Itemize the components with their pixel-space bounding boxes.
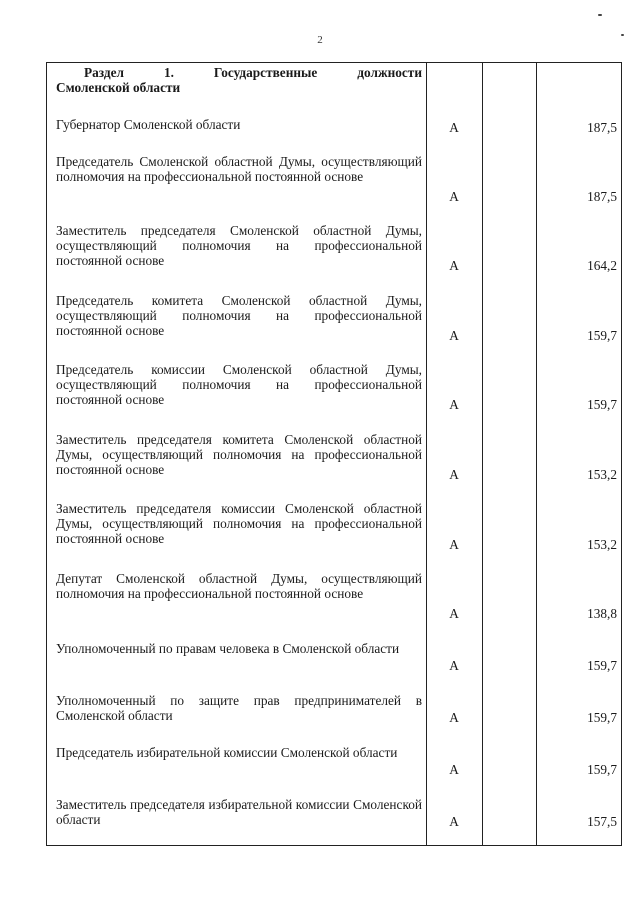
position-code: А bbox=[449, 258, 459, 273]
position-value: 153,2 bbox=[587, 537, 617, 552]
position-code: А bbox=[449, 120, 459, 135]
section-title-line2: Смоленской области bbox=[56, 80, 181, 95]
position-name: Заместитель председателя комиссии Смоленской областной Думы, осуществляющий полномочия на профессиональной постоянной основе bbox=[56, 501, 422, 546]
position-value: 157,5 bbox=[587, 814, 617, 829]
position-code: А bbox=[449, 762, 459, 777]
position-code: А bbox=[449, 467, 459, 482]
position-value: 159,7 bbox=[587, 397, 617, 412]
position-name: Заместитель председателя Смоленской областной Думы, осуществляющий полномочия на профессиональной постоянной основе bbox=[56, 223, 422, 268]
column-divider bbox=[426, 63, 427, 845]
position-value: 138,8 bbox=[587, 606, 617, 621]
position-name: Уполномоченный по защите прав предпринимателей в Смоленской области bbox=[56, 693, 422, 723]
position-value: 159,7 bbox=[587, 328, 617, 343]
position-name: Губернатор Смоленской области bbox=[56, 117, 241, 132]
position-name: Заместитель председателя комитета Смоленской областной Думы, осуществляющий полномочия на профессиональной постоянной основе bbox=[56, 432, 422, 477]
position-name: Председатель Смоленской областной Думы, осуществляющий полномочия на профессиональной постоянной основе bbox=[56, 154, 422, 184]
position-code: А bbox=[449, 189, 459, 204]
position-name: Председатель комитета Смоленской областной Думы, осуществляющий полномочия на профессиональной постоянной основе bbox=[56, 293, 422, 338]
position-code: А bbox=[449, 606, 459, 621]
positions-table bbox=[46, 62, 622, 846]
scan-speck bbox=[621, 34, 624, 36]
column-divider bbox=[536, 63, 537, 845]
page-number: 2 bbox=[317, 34, 323, 46]
section-title-line1: Раздел 1. Государственные должности bbox=[84, 65, 422, 80]
position-code: А bbox=[449, 328, 459, 343]
position-name: Председатель избирательной комиссии Смоленской области bbox=[56, 745, 398, 760]
position-value: 159,7 bbox=[587, 658, 617, 673]
position-code: А bbox=[449, 397, 459, 412]
position-name: Уполномоченный по правам человека в Смоленской области bbox=[56, 641, 400, 656]
position-value: 187,5 bbox=[587, 189, 617, 204]
column-divider bbox=[482, 63, 483, 845]
scan-speck bbox=[598, 14, 602, 16]
position-code: А bbox=[449, 537, 459, 552]
position-name: Заместитель председателя избирательной комиссии Смоленской области bbox=[56, 797, 422, 827]
position-code: А bbox=[449, 710, 459, 725]
position-name: Председатель комиссии Смоленской областной Думы, осуществляющий полномочия на профессиональной постоянной основе bbox=[56, 362, 422, 407]
position-value: 159,7 bbox=[587, 710, 617, 725]
position-value: 159,7 bbox=[587, 762, 617, 777]
position-value: 164,2 bbox=[587, 258, 617, 273]
section-title bbox=[56, 65, 422, 95]
position-code: А bbox=[449, 658, 459, 673]
position-value: 153,2 bbox=[587, 467, 617, 482]
position-value: 187,5 bbox=[587, 120, 617, 135]
position-name: Депутат Смоленской областной Думы, осуществляющий полномочия на профессиональной постоянной основе bbox=[56, 571, 422, 601]
position-code: А bbox=[449, 814, 459, 829]
